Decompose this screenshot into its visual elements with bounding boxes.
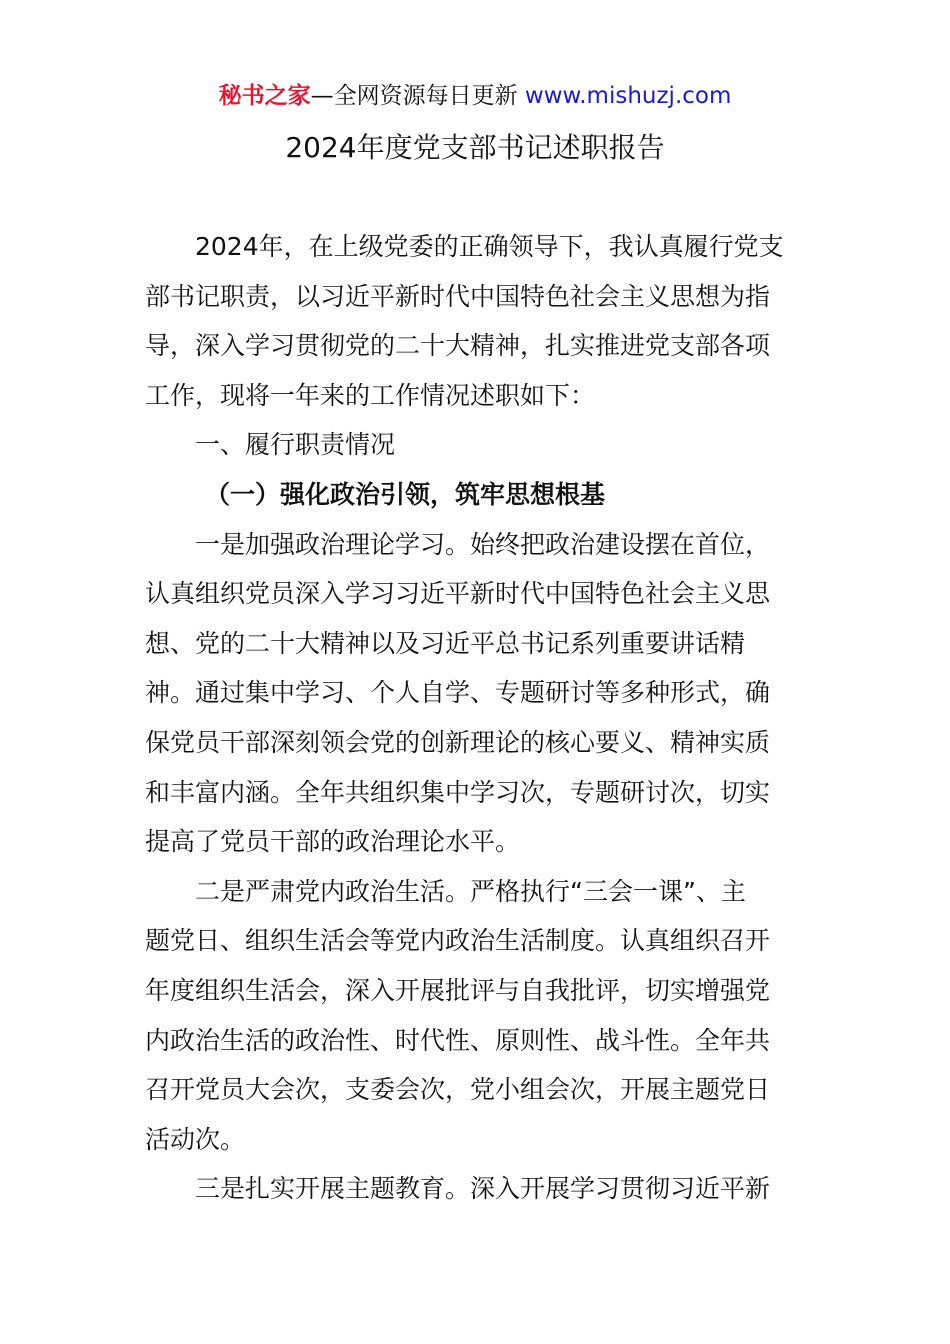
paragraph-line: 三是扎实开展主题教育。深入开展学习贯彻习近平新: [195, 1174, 771, 1204]
document-body: [145, 222, 807, 1214]
paragraph-line: 2024年，在上级党委的正确领导下，我认真履行党支: [195, 232, 784, 261]
paragraph-line: 提高了党员干部的政治理论水平。: [145, 827, 521, 857]
site-url[interactable]: www.mishuzj.com: [524, 83, 732, 109]
paragraph-line: 召开党员大会次，支委会次，党小组会次，开展主题党日: [145, 1075, 771, 1105]
document-title: 2024年度党支部书记述职报告: [285, 131, 665, 164]
paragraph-line: 和丰富内涵。全年共组织集中学习次，专题研讨次，切实: [145, 777, 771, 807]
paragraph-line: 认真组织党员深入学习习近平新时代中国特色社会主义思: [145, 579, 771, 609]
brand-name: 秘书之家: [218, 83, 311, 109]
paragraph-line: 导，深入学习贯彻党的二十大精神，扎实推进党支部各项: [145, 331, 771, 361]
header-slogan: —全网资源每日更新: [310, 83, 525, 109]
subsection-heading: （一）强化政治引领，筑牢思想根基: [205, 479, 606, 509]
section-heading: 一、履行职责情况: [195, 430, 396, 460]
paragraph-line: 想、党的二十大精神以及习近平总书记系列重要讲话精: [145, 628, 746, 658]
paragraph-line: 工作，现将一年来的工作情况述职如下：: [145, 380, 596, 410]
site-header: [0, 80, 950, 112]
paragraph-line: 活动次。: [145, 1124, 246, 1154]
paragraph-line: 部书记职责，以习近平新时代中国特色社会主义思想为指: [145, 281, 771, 311]
paragraph-line: 一是加强政治理论学习。始终把政治建设摆在首位，: [195, 529, 771, 559]
paragraph-line: 神。通过集中学习、个人自学、专题研讨等多种形式，确: [145, 678, 771, 708]
paragraph-line: 保党员干部深刻领会党的创新理论的核心要义、精神实质: [145, 727, 771, 757]
paragraph-line: 二是严肃党内政治生活。严格执行“三会一课”、主: [195, 876, 746, 906]
paragraph-line: 年度组织生活会，深入开展批评与自我批评，切实增强党: [145, 975, 771, 1005]
paragraph-line: 内政治生活的政治性、时代性、原则性、战斗性。全年共: [145, 1025, 771, 1055]
paragraph-line: 题党日、组织生活会等党内政治生活制度。认真组织召开: [145, 926, 771, 956]
